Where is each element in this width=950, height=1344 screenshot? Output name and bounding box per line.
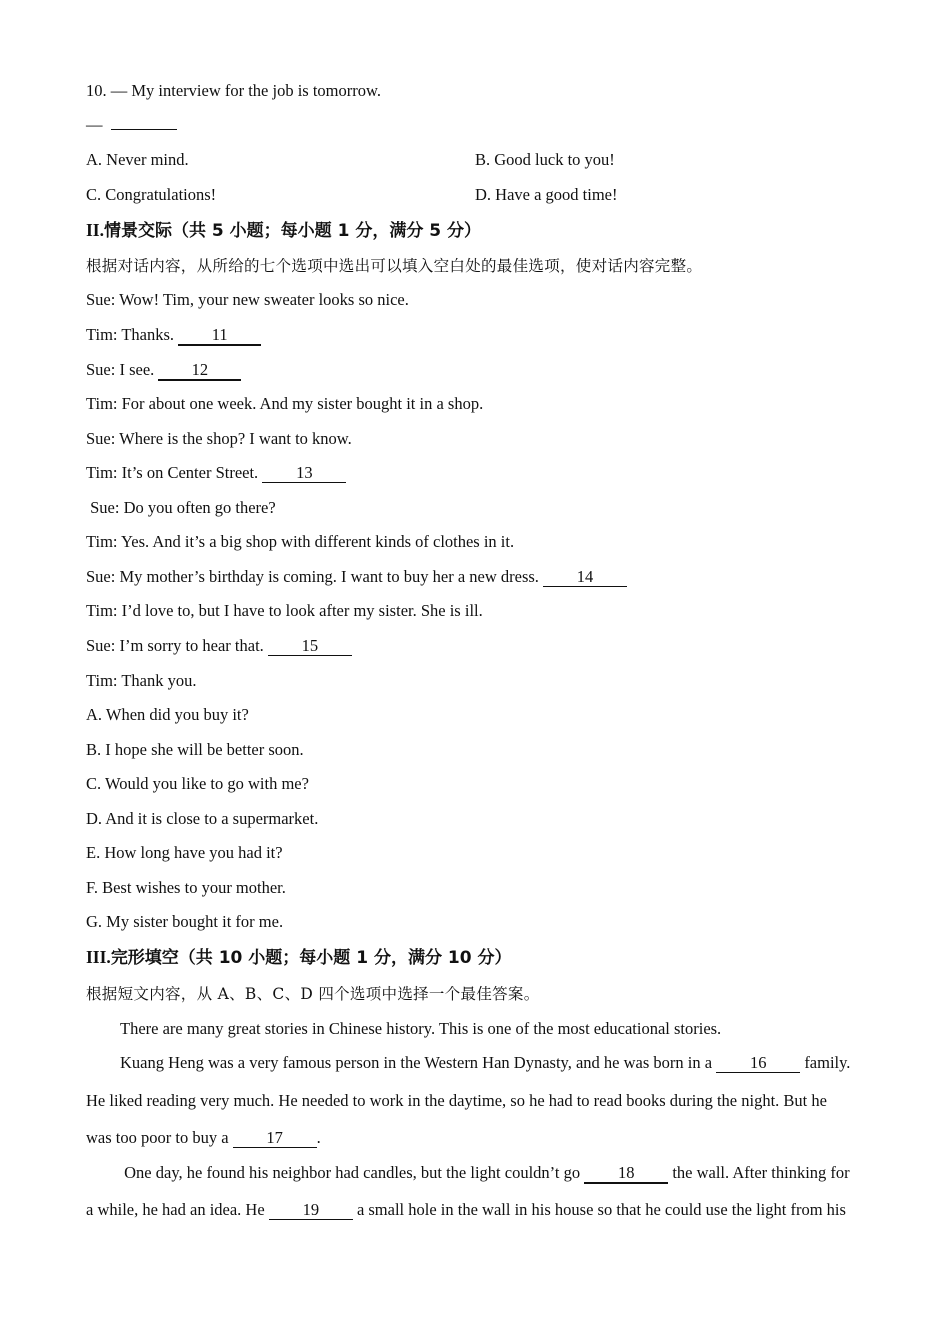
section-3-title [86,946,511,969]
answer-blank [111,129,177,130]
dialogue-line [86,566,627,588]
section-2-title [86,219,481,242]
option-item: C. Would you like to go with me? [86,774,309,793]
option-b: B. Good luck to you! [475,150,615,169]
dialogue-line: Sue: Wow! Tim, your new sweater looks so nice. [86,290,409,309]
passage-paragraph-2-line-3 [86,1127,321,1149]
section-2-instruction: 根据对话内容，从所给的七个选项中选出可以填入空白处的最佳选项，使对话内容完整。 [86,257,703,275]
option-item: F. Best wishes to your mother. [86,878,286,897]
blank-16: 16 [716,1054,800,1073]
section-2-roman: II. [86,220,104,240]
blank-17: 17 [233,1129,317,1148]
dialogue-text: Sue: My mother’s birthday is coming. I want to buy her a new dress. [86,567,544,586]
options-row-2 [86,184,866,206]
dialogue-line: Sue: Where is the shop? I want to know. [86,429,352,448]
dialogue-line: Tim: Yes. And it’s a big shop with different kinds of clothes in it. [86,532,515,551]
passage-paragraph-2-line-2: He liked reading very much. He needed to work in the daytime, so he had to read books during the night. But he [86,1091,827,1110]
passage-paragraph-3-line-1 [86,1162,850,1184]
option-a: A. Never mind. [86,150,189,169]
passage-text: the wall. After thinking for [668,1163,850,1182]
dialogue-line: Tim: I’d love to, but I have to look after my sister. She is ill. [86,601,483,620]
blank-13: 13 [262,464,346,483]
dialogue-text: Sue: I’m sorry to hear that. [86,636,268,655]
question-10-answer-line [86,114,177,136]
blank-15: 15 [268,637,352,656]
passage-paragraph-3-line-2 [86,1199,846,1221]
option-item: E. How long have you had it? [86,843,283,862]
passage-text: One day, he found his neighbor had candles, but the light couldn’t go [120,1163,585,1182]
dialogue-line [86,359,241,381]
option-item: A. When did you buy it? [86,705,249,724]
passage-text: was too poor to buy a [86,1128,233,1147]
blank-14: 14 [543,568,627,587]
dash: — [86,115,103,134]
blank-12: 12 [158,361,241,381]
option-item: G. My sister bought it for me. [86,912,284,931]
blank-18: 18 [584,1164,668,1184]
passage-text: family. [800,1053,851,1072]
question-10-stem: 10. — My interview for the job is tomorrow. [86,81,381,100]
options-row-1 [86,149,866,171]
dialogue-text: Tim: Thanks. [86,325,179,344]
passage-text: a small hole in the wall in his house so that he could use the light from his [352,1200,846,1219]
option-c: C. Congratulations! [86,185,217,204]
dialogue-line [86,462,346,484]
section-3-title-text: 完形填空（共 10 小题；每小题 1 分，满分 10 分） [110,948,512,968]
passage-text: Kuang Heng was a very famous person in the Western Han Dynasty, and he was born in a [120,1053,717,1072]
blank-11: 11 [178,326,261,346]
section-3-instruction: 根据短文内容，从 A、B、C、D 四个选项中选择一个最佳答案。 [86,985,540,1003]
option-item: D. And it is close to a supermarket. [86,809,319,828]
passage-text: . [316,1128,321,1147]
dialogue-line: Tim: Thank you. [86,671,197,690]
section-3-roman: III. [86,947,111,967]
passage-text: a while, he had an idea. He [86,1200,269,1219]
dialogue-line [86,635,352,657]
dialogue-line [86,324,261,346]
option-item: B. I hope she will be better soon. [86,740,304,759]
passage-paragraph-1: There are many great stories in Chinese history. This is one of the most educational stories. [120,1019,722,1038]
option-d: D. Have a good time! [475,185,618,204]
dialogue-text: Tim: It’s on Center Street. [86,463,263,482]
blank-19: 19 [269,1201,353,1220]
dialogue-text: Sue: I see. [86,360,159,379]
passage-paragraph-2-line-1 [86,1052,850,1074]
section-2-title-text: 情景交际（共 5 小题；每小题 1 分，满分 5 分） [104,221,481,241]
dialogue-line: Sue: Do you often go there? [86,498,276,517]
dialogue-line: Tim: For about one week. And my sister bought it in a shop. [86,394,484,413]
